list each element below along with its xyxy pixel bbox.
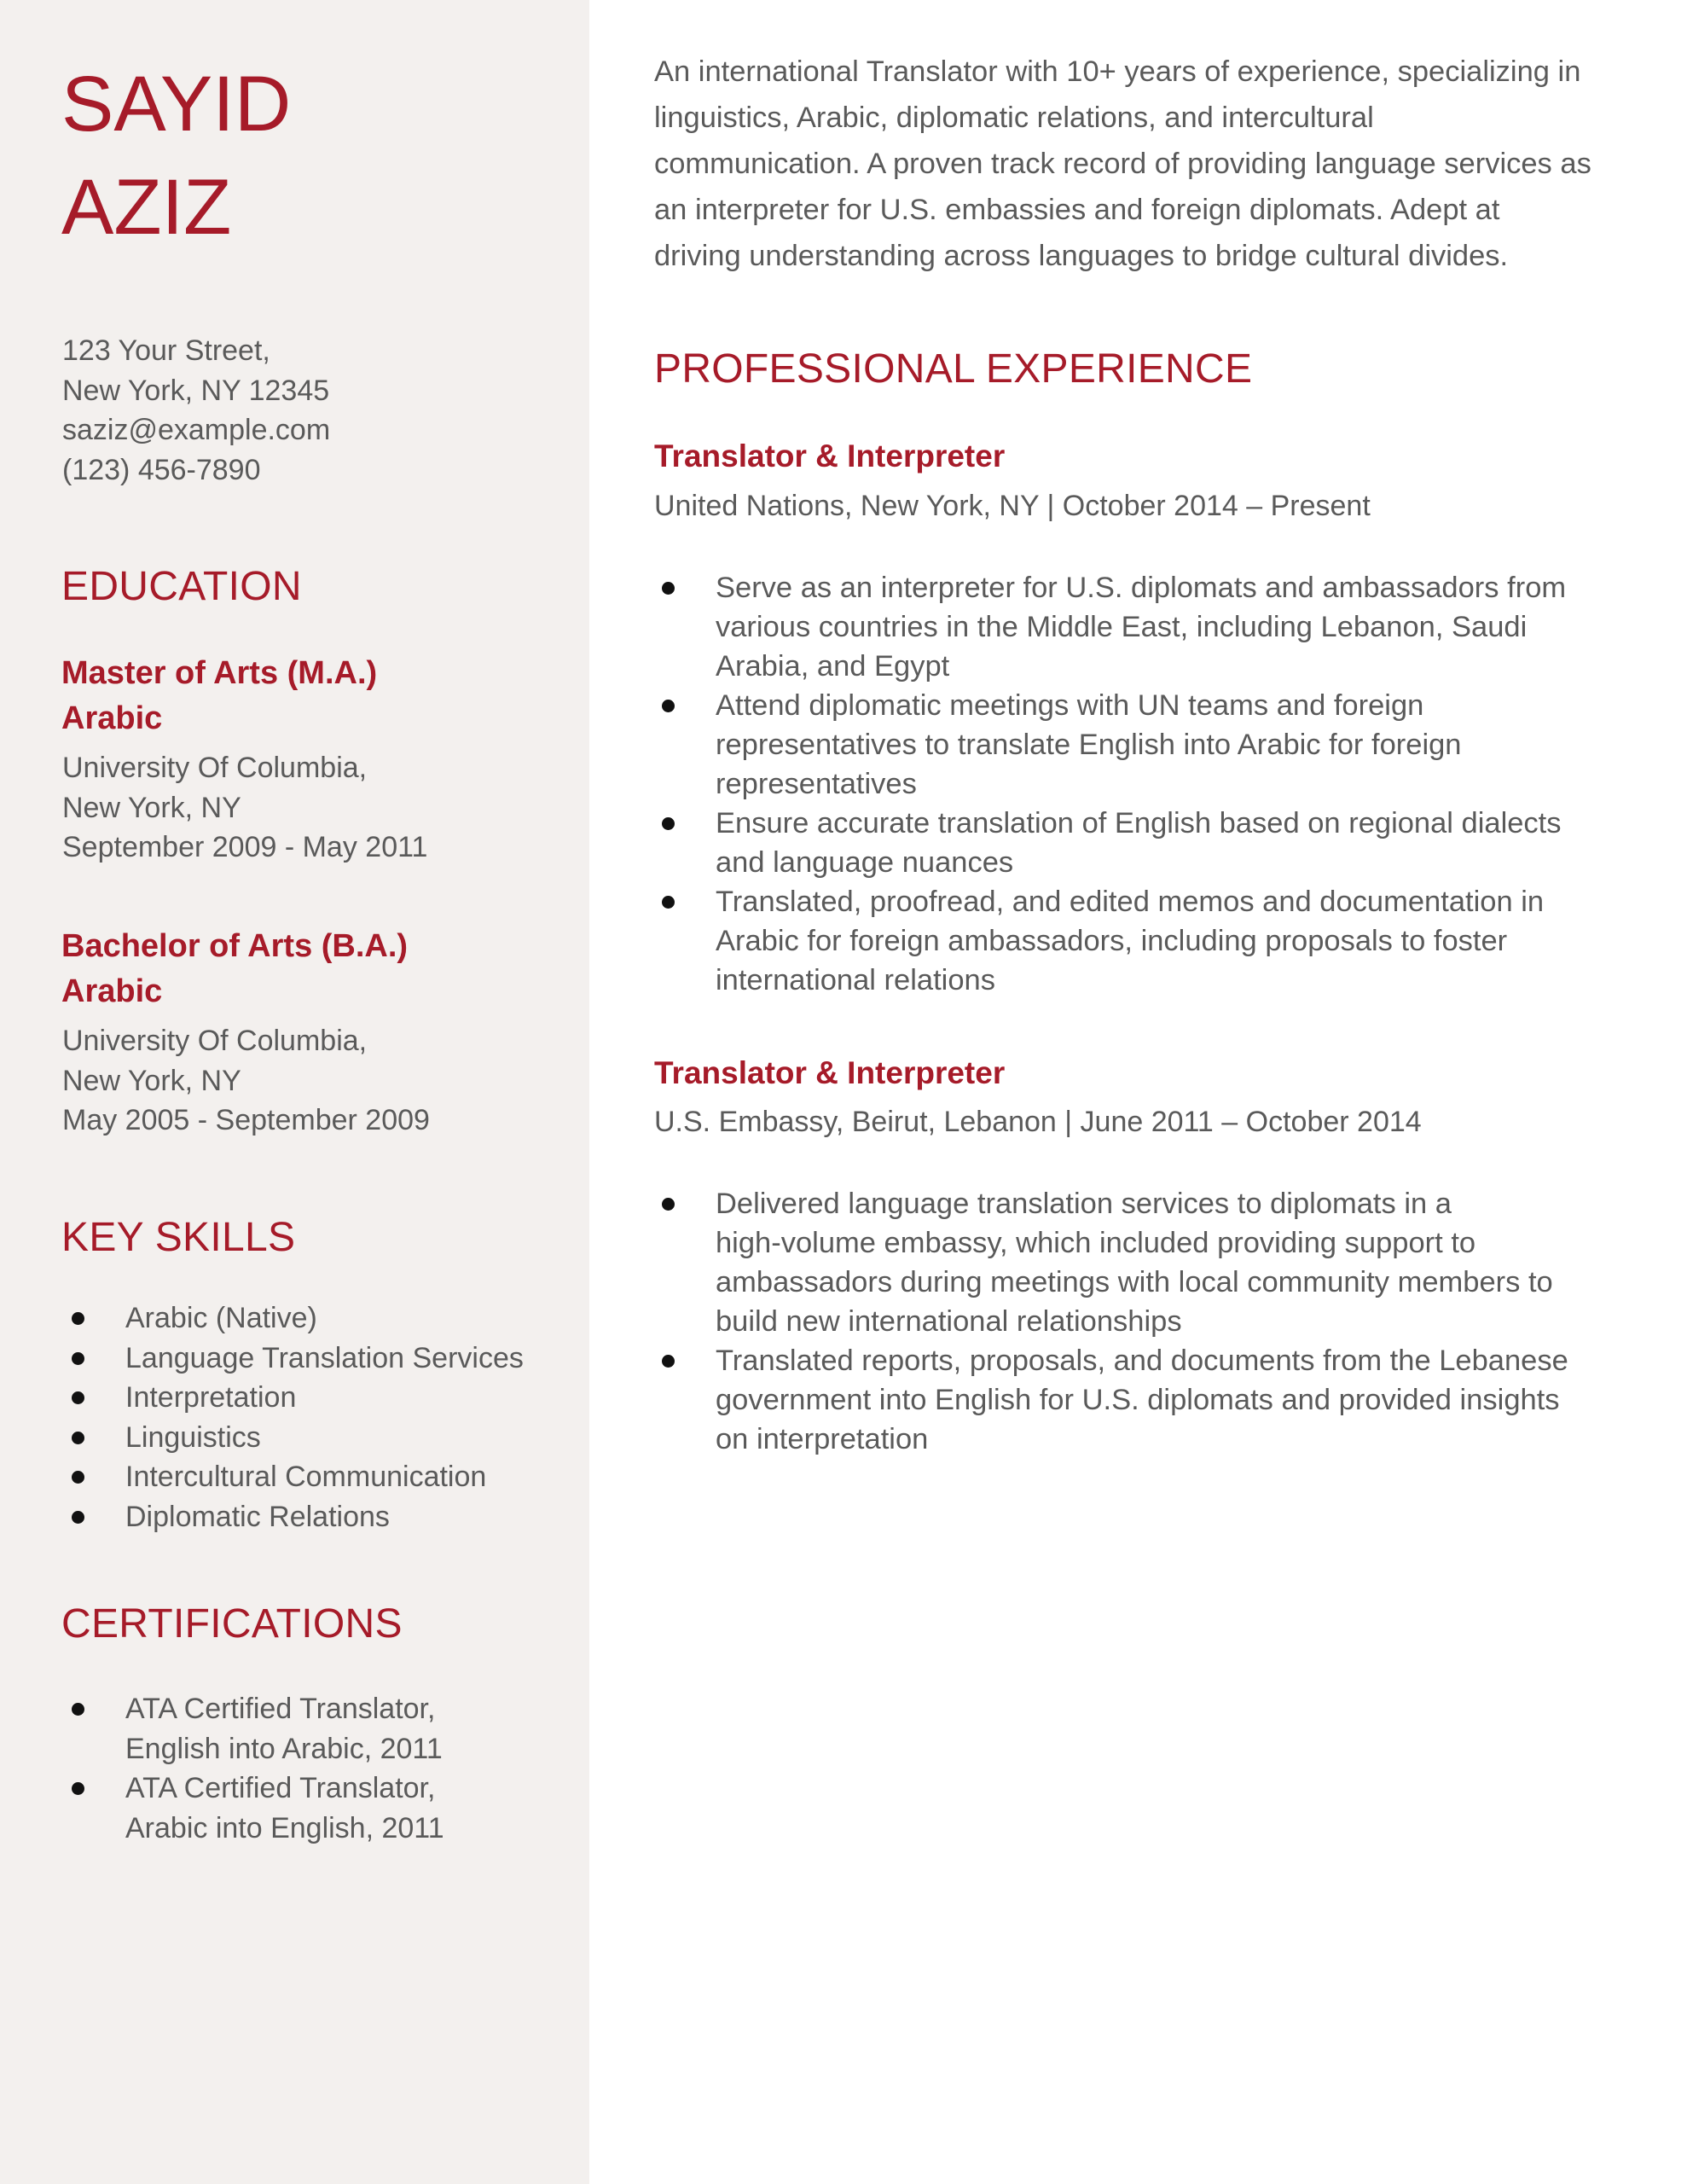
bullet-icon [72,1782,84,1795]
degree-major: Arabic [61,973,163,1009]
name-first: SAYID [61,61,292,148]
bullet-icon [72,1471,84,1484]
skills-list [61,1298,524,1536]
school-dates: May 2005 - September 2009 [62,1104,430,1136]
skill-item: Diplomatic Relations [61,1497,524,1537]
skill-item: Intercultural Communication [61,1457,524,1497]
contact-street: 123 Your Street, [62,334,270,367]
certifications-heading: CERTIFICATIONS [61,1601,403,1647]
degree-major: Arabic [61,700,163,736]
bullet-icon [662,1198,675,1211]
bullet-icon [72,1352,84,1365]
name-last: AZIZ [61,164,232,251]
school-location: New York, NY [62,791,241,824]
school-name: University Of Columbia, [62,752,368,784]
bullet-icon [662,1355,675,1368]
bullet-icon [662,896,675,909]
skill-item: Arabic (Native) [61,1298,524,1339]
bullet-icon [72,1432,84,1444]
experience-heading: PROFESSIONAL EXPERIENCE [654,346,1253,392]
contact-email: saziz@example.com [62,414,331,446]
job-meta-1: United Nations, New York, NY | October 2014 – Present [654,490,1371,522]
job-title-2: Translator & Interpreter [654,1055,1006,1090]
job-title-1: Translator & Interpreter [654,439,1006,473]
job-bullet: Translated, proofread, and edited memos and documentation in Arabic for foreign ambassadors, including proposals to foster international relations [654,882,1566,1000]
skill-item: Interpretation [61,1378,524,1418]
job-bullet: Delivered language translation services to diplomats in a high-volume embassy, which included providing support to ambassadors during meetings with local community members to build new international relationships [654,1184,1568,1341]
bullet-icon [72,1391,84,1404]
contact-phone: (123) 456-7890 [62,453,261,486]
certifications-list [61,1689,444,1848]
bullet-icon [662,817,675,830]
education-degree-2 [61,924,408,1014]
education-details-2 [62,1021,430,1141]
certification-item: ATA Certified Translator, English into Arabic, 2011 [61,1689,444,1769]
degree-title: Bachelor of Arts (B.A.) [61,928,409,964]
certification-item: ATA Certified Translator, Arabic into English, 2011 [61,1769,444,1848]
job-bullet: Attend diplomatic meetings with UN teams and foreign representatives to translate English into Arabic for foreign representatives [654,686,1566,804]
education-details-1 [62,748,427,868]
degree-title: Master of Arts (M.A.) [61,655,378,691]
bullet-icon [662,582,675,595]
job-1-bullets [654,568,1566,1000]
candidate-name [61,53,291,259]
skill-item: Linguistics [61,1418,524,1458]
skills-heading: KEY SKILLS [61,1215,296,1260]
professional-summary: An international Translator with 10+ years of experience, specializing in linguistics, Arabic, diplomatic relations, and intercultural communication. A proven track record of providing language services as an interpreter for U.S. embassies and foreign diplomats. Adept at driving understanding across languages to bridge cultural divides. [654,55,1591,272]
school-name: University Of Columbia, [62,1025,368,1057]
bullet-icon [72,1312,84,1325]
bullet-icon [72,1511,84,1524]
bullet-icon [72,1703,84,1716]
education-heading: EDUCATION [61,564,302,609]
contact-info [62,331,330,490]
job-bullet: Serve as an interpreter for U.S. diplomats and ambassadors from various countries in the Middle East, including Lebanon, Saudi Arabia, and Egypt [654,568,1566,686]
bullet-icon [662,700,675,712]
job-meta-2: U.S. Embassy, Beirut, Lebanon | June 2011 – October 2014 [654,1106,1422,1138]
job-bullet: Translated reports, proposals, and documents from the Lebanese government into English for U.S. diplomats and provided insights on interpretation [654,1341,1568,1459]
skill-item: Language Translation Services [61,1339,524,1379]
contact-city: New York, NY 12345 [62,374,330,407]
school-location: New York, NY [62,1064,241,1097]
job-bullet: Ensure accurate translation of English based on regional dialects and language nuances [654,804,1566,882]
school-dates: September 2009 - May 2011 [62,831,428,863]
education-degree-1 [61,651,377,741]
job-2-bullets [654,1184,1568,1459]
